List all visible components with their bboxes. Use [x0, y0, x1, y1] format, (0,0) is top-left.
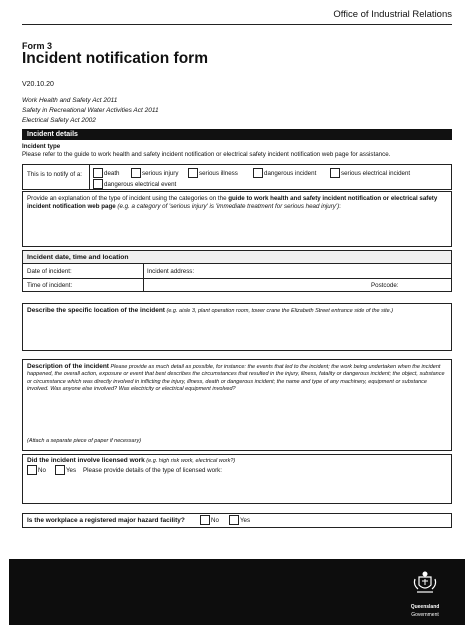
- notify-divider: [89, 165, 90, 189]
- licensed-work-box: [22, 454, 452, 504]
- serious-illness-label: serious illness: [199, 169, 238, 177]
- col-divider: [143, 264, 144, 291]
- footer-line2: Government: [411, 612, 439, 618]
- form-number: Form 3: [22, 41, 53, 51]
- notify-box: [22, 164, 452, 190]
- licensed-work-yes-label: Yes: [66, 466, 77, 474]
- incident-description-field[interactable]: [22, 359, 452, 451]
- major-hazard-box: [22, 513, 452, 528]
- act-item: Safety in Recreational Water Activities Act 2011: [22, 107, 159, 114]
- licensed-work-no-label: No: [38, 466, 46, 474]
- licensed-work-yes-checkbox[interactable]: [55, 465, 65, 475]
- form-title: Incident notification form: [22, 50, 208, 67]
- serious-electrical-incident-label: serious electrical incident: [341, 169, 411, 177]
- attach-note: (Attach a separate piece of paper if necessary): [27, 438, 142, 444]
- incident-explanation-label: Provide an explanation of the type of incident using the categories on the guide to work health and safety incident notification or electrical safety incident notification web page (e.g. a category of 'serious injury' is 'immediate treatment for serious head injury'):: [27, 195, 438, 210]
- act-item: Electrical Safety Act 2002: [22, 117, 96, 124]
- incident-type-label: Incident type: [22, 143, 61, 150]
- death-label: death: [104, 169, 120, 177]
- licensed-work-label: Did the incident involve licensed work (e.g. high risk work, electrical work?): [27, 457, 236, 464]
- licensed-work-details-field[interactable]: Please provide details of the type of licensed work:: [83, 467, 222, 474]
- queensland-government-logo: [403, 567, 447, 618]
- time-of-incident-field[interactable]: Time of incident:: [27, 282, 73, 289]
- serious-illness-checkbox[interactable]: [188, 168, 198, 178]
- dangerous-incident-checkbox[interactable]: [253, 168, 263, 178]
- form-version: V20.10.20: [22, 81, 54, 88]
- header-divider: [22, 24, 452, 25]
- office-name: Office of Industrial Relations: [333, 9, 452, 20]
- incident-explanation-field[interactable]: [22, 191, 452, 247]
- date-time-location-box: [22, 250, 452, 292]
- serious-injury-label: serious injury: [142, 169, 179, 177]
- dangerous-electrical-event-label: dangerous electrical event: [104, 180, 177, 188]
- incident-description-label: Description of the incident Please provide as much detail as possible, for instance: the events that led to the incident; the work being undertaken when the incident happened, the overall action, exposure or event that best describes the circumstances that resulted in the injury, illness, fatality or dangerous incident; the object, substance or circumstance which was directly involved in inflicting the injury, illness, death or dangerous incident; the name and type of any machinery, equipment or substance involved. Was anyone else involved? Was electricity or electrical equipment involved?: [27, 363, 445, 393]
- notify-label: This is to notify of a:: [27, 171, 83, 178]
- specific-location-label: Describe the specific location of the incident (e.g. aisle 3, plant operation room, tower crane the Elizabeth Street entrance side of the site.): [27, 307, 394, 314]
- incident-type-help: Please refer to the guide to work health and safety incident notification or electrical safety incident notification web page for assistance.: [22, 151, 391, 158]
- incident-details-heading: Incident details: [22, 129, 452, 140]
- dangerous-incident-label: dangerous incident: [264, 169, 317, 177]
- footer-band: [9, 559, 465, 625]
- major-hazard-yes-label: Yes: [240, 516, 251, 524]
- licensed-work-no-checkbox[interactable]: [27, 465, 37, 475]
- incident-address-field[interactable]: Incident address:: [147, 268, 195, 275]
- row-divider: [23, 278, 451, 279]
- postcode-field[interactable]: Postcode:: [371, 282, 399, 289]
- dangerous-electrical-event-checkbox[interactable]: [93, 179, 103, 189]
- footer-line1: Queensland: [410, 604, 440, 610]
- act-item: Work Health and Safety Act 2011: [22, 97, 118, 104]
- death-checkbox[interactable]: [93, 168, 103, 178]
- date-of-incident-field[interactable]: Date of incident:: [27, 268, 72, 275]
- major-hazard-yes-checkbox[interactable]: [229, 515, 239, 525]
- serious-electrical-incident-checkbox[interactable]: [330, 168, 340, 178]
- major-hazard-no-checkbox[interactable]: [200, 515, 210, 525]
- specific-location-field[interactable]: [22, 303, 452, 351]
- queensland-crest-icon: [410, 567, 440, 597]
- major-hazard-label: Is the workplace a registered major hazard facility?: [27, 517, 185, 524]
- serious-injury-checkbox[interactable]: [131, 168, 141, 178]
- date-time-heading: Incident date, time and location: [23, 251, 451, 264]
- major-hazard-no-label: No: [211, 516, 219, 524]
